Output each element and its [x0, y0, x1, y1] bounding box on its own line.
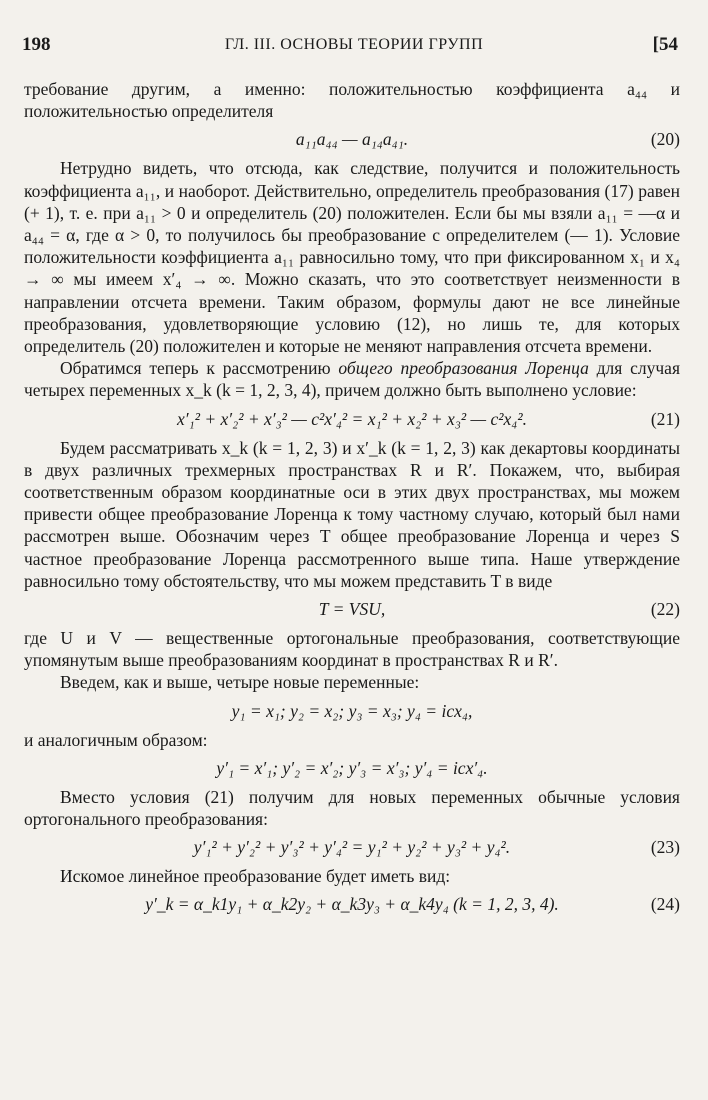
equation-y-prime-vars-formula: y′₁ = x′₁; y′₂ = x′₂; y′₃ = x′₃; y′₄ = icx′₄. — [216, 757, 488, 778]
paragraph-3-end: для случая четырех переменных x_k (k = 1, 2, 3, 4), причем должно быть выполнено условие: — [24, 358, 681, 401]
paragraph-2: Нетрудно видеть, что отсюда, как следствие, получится и положительность коэффициента a₁₁, и наоборот. Действительно, определитель преобразования (17) равен (+ 1), т. е. при a₁₁ > 0 и определитель (20) положителен. Если бы мы взяли a₁₁ = —α и a₄₄ = α, где α > 0, то получилось бы преобразование с определителем (— 1). Условие положительности коэффициента a₁₁ равносильно тому, что при фиксированном x₁ и x₄ → ∞ мы имеем x′₄ → ∞. Можно сказать, что это соответствует неизменности в направлении отсчета времени. Таким образом, формулы дают не все линейные преобразования, удовлетворяющие условию (12), но лишь те, для которых определитель (20) положителен и которые не меняют направления отсчета времени. — [24, 158, 680, 357]
running-header — [0, 34, 708, 60]
equation-22-number: (22) — [650, 599, 680, 620]
section-number: [54 — [652, 34, 678, 55]
paragraph-3-emphasis: общего преобразования Лоренца — [338, 358, 589, 379]
equation-20-formula: a₁₁a₄₄ — a₁₄a₄₁. — [295, 129, 409, 150]
equation-y-vars — [24, 698, 680, 725]
page-body — [24, 78, 680, 922]
paragraph-8: Вместо условия (21) получим для новых переменных обычные условия ортогонального преобразования: — [24, 786, 680, 830]
equation-22 — [24, 596, 680, 623]
equation-21-formula: x′₁² + x′₂² + x′₃² — c²x′₄² = x₁² + x₂² + x₃² — c²x₄². — [177, 408, 527, 429]
paragraph-7: и аналогичным образом: — [24, 729, 208, 750]
paragraph-3-start: Обратимся теперь к рассмотрению — [60, 358, 339, 379]
equation-23-formula: y′₁² + y′₂² + y′₃² + y′₄² = y₁² + y₂² + y₃² + y₄². — [193, 837, 511, 858]
equation-24 — [24, 891, 680, 918]
equation-23-number: (23) — [650, 837, 680, 858]
paragraph-4: Будем рассматривать x_k (k = 1, 2, 3) и x′_k (k = 1, 2, 3) как декартовы координаты в двух различных трехмерных пространствах R и R′. Покажем, что, выбирая соответственным образом координатные оси в этих двух пространствах, мы можем привести общее преобразование Лоренца к тому частному случаю, который был нами рассмотрен выше. Обозначим через T общее преобразование Лоренца и через S частное преобразование Лоренца рассмотренного выше типа. Наше утверждение равносильно тому обстоятельству, что мы можем представить T в виде — [24, 437, 680, 591]
equation-20 — [24, 126, 680, 153]
chapter-title: ГЛ. III. ОСНОВЫ ТЕОРИИ ГРУПП — [224, 36, 484, 53]
equation-y-vars-formula: y₁ = x₁; y₂ = x₂; y₃ = x₃; y₄ = icx₄, — [231, 700, 473, 721]
equation-20-number: (20) — [650, 129, 680, 150]
equation-23 — [24, 834, 680, 861]
paragraph-6: Введем, как и выше, четыре новые переменные: — [60, 672, 420, 693]
paragraph-5: где U и V — вещественные ортогональные преобразования, соответствующие упомянутым выше преобразованиям координат в пространствах R и R′. — [24, 628, 680, 671]
equation-24-number: (24) — [650, 894, 680, 915]
equation-21 — [24, 406, 680, 433]
paragraph-3 — [24, 357, 680, 401]
equation-21-number: (21) — [650, 408, 680, 429]
paragraph-1: требование другим, а именно: положительностью коэффициента a₄₄ и положительностью определителя — [24, 79, 680, 122]
equation-y-prime-vars — [24, 755, 680, 782]
paragraph-9: Искомое линейное преобразование будет иметь вид: — [60, 866, 451, 887]
equation-22-formula: T = VSU, — [318, 599, 386, 620]
equation-24-formula: y′_k = α_k1y₁ + α_k2y₂ + α_k3y₃ + α_k4y₄ (k = 1, 2, 3, 4). — [145, 894, 559, 915]
page-number: 198 — [22, 34, 51, 55]
